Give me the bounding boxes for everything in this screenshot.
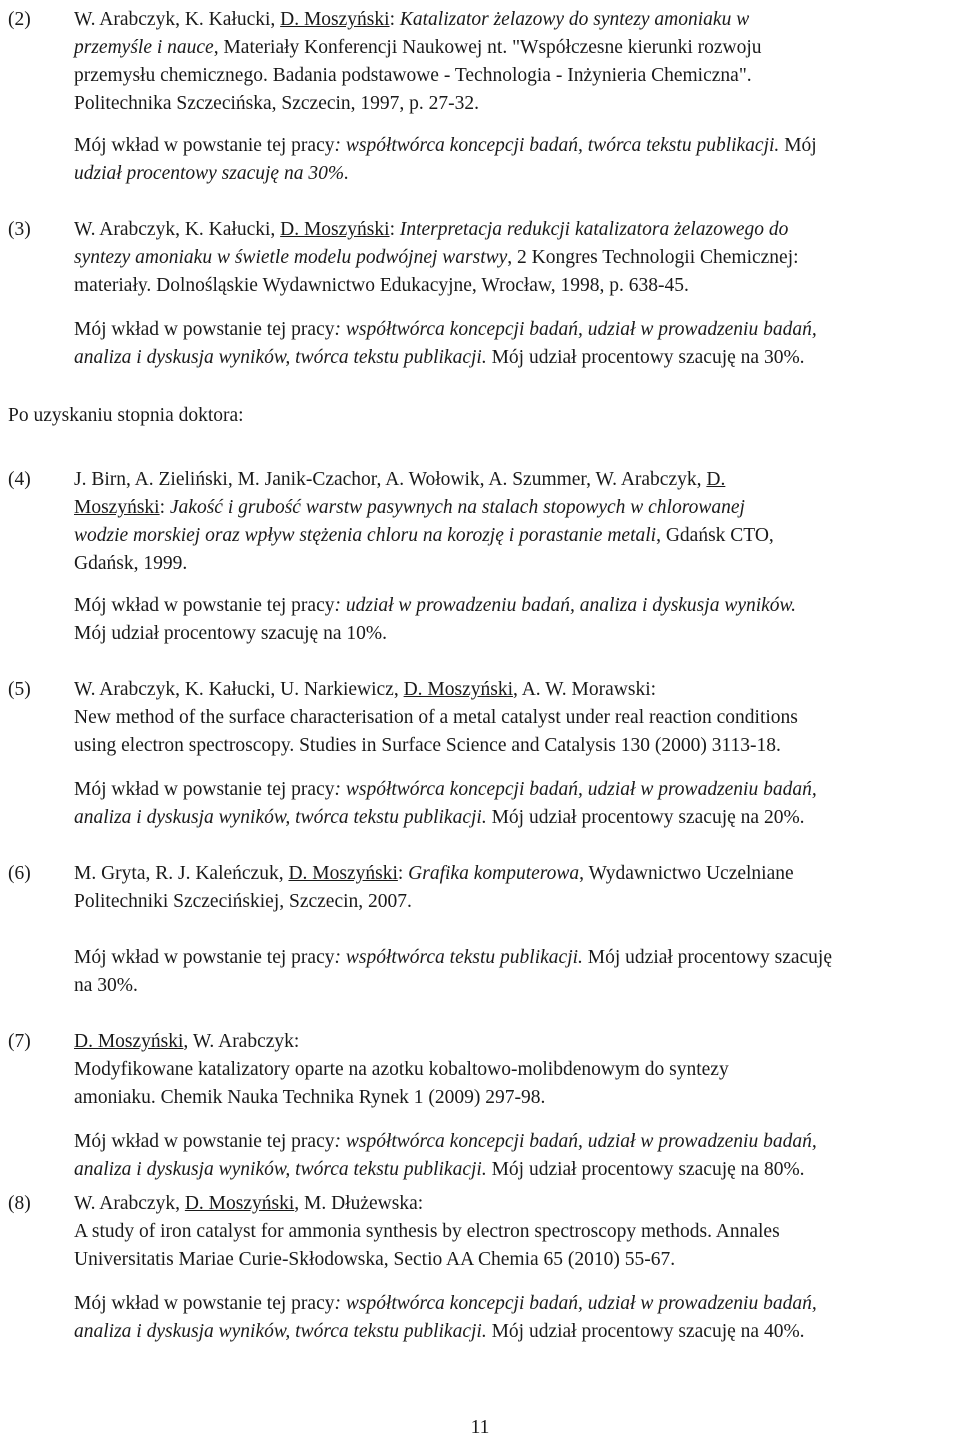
entry-number: (7)	[8, 1031, 31, 1052]
contribution-statement	[74, 776, 954, 832]
italic-text: : udział w prowadzeniu badań, analiza i dyskusja wyników.	[334, 595, 796, 616]
text-segment: Politechnika Szczecińska, Szczecin, 1997, p. 27-32.	[74, 93, 480, 114]
text-segment: W. Arabczyk, K. Kałucki,	[74, 219, 281, 240]
text-segment: W. Arabczyk, K. Kałucki, U. Narkiewicz,	[74, 679, 404, 700]
text-line	[74, 160, 954, 188]
author-highlight: D. Moszyński	[403, 679, 514, 700]
italic-text: udział procentowy szacuję na 30%.	[74, 163, 349, 184]
text-segment: Mój udział procentowy szacuję na 30%.	[486, 347, 805, 368]
author-highlight: Moszyński	[74, 497, 160, 518]
italic-text: : współtwórca koncepcji badań, udział w prowadzeniu badań,	[334, 779, 817, 800]
text-line	[74, 466, 954, 494]
text-segment: , Gdańsk CTO,	[656, 525, 774, 546]
italic-text: : współtwórca koncepcji badań, twórca tekstu publikacji.	[334, 135, 780, 156]
italic-text: analiza i dyskusja wyników, twórca tekstu publikacji.	[74, 1159, 487, 1180]
italic-text: Katalizator żelazowy do syntezy amoniaku w	[399, 9, 750, 30]
text-line	[74, 944, 954, 972]
text-line	[74, 316, 954, 344]
text-line	[74, 1056, 954, 1084]
text-line	[74, 90, 954, 118]
text-segment: :	[389, 219, 400, 240]
author-highlight: D. Moszyński	[280, 9, 390, 30]
italic-text: Grafika komputerowa	[408, 863, 580, 884]
entry-number: (2)	[8, 9, 31, 30]
text-segment: J. Birn, A. Zieliński, M. Janik-Czachor, A. Wołowik, A. Szummer, W. Arabczyk,	[74, 469, 707, 490]
italic-text: wodzie morskiej oraz wpływ stężenia chloru na korozję i porastanie metali	[74, 525, 657, 546]
text-line	[74, 1156, 954, 1184]
text-segment: Mój udział procentowy szacuję na 10%.	[74, 623, 387, 644]
text-line	[74, 6, 954, 34]
text-segment: amoniaku. Chemik Nauka Technika Rynek 1 (2009) 297-98.	[74, 1087, 546, 1108]
contribution-statement	[74, 1290, 954, 1346]
page-number: 11	[470, 1417, 490, 1438]
italic-text: analiza i dyskusja wyników, twórca tekstu publikacji.	[74, 347, 487, 368]
contribution-statement	[74, 592, 954, 648]
citation	[74, 466, 954, 578]
text-line	[74, 1028, 954, 1056]
text-segment: , 2 Kongres Technologii Chemicznej:	[507, 247, 799, 268]
text-segment: , W. Arabczyk:	[183, 1031, 300, 1052]
text-line	[74, 62, 954, 90]
text-segment: :	[397, 863, 409, 884]
italic-text: : współtwórca tekstu publikacji.	[334, 947, 583, 968]
italic-text: : współtwórca koncepcji badań, udział w prowadzeniu badań,	[334, 319, 817, 340]
text-segment: Mój wkład w powstanie tej pracy	[74, 947, 335, 968]
text-line	[74, 216, 954, 244]
citation	[74, 216, 954, 300]
text-segment: Mój wkład w powstanie tej pracy	[74, 319, 335, 340]
text-line	[74, 732, 954, 760]
text-segment: Mój wkład w powstanie tej pracy	[74, 595, 335, 616]
text-line	[74, 1318, 954, 1346]
text-segment: Mój udział procentowy szacuję	[582, 947, 832, 968]
text-segment: Mój	[779, 135, 817, 156]
text-line	[74, 972, 954, 1000]
text-segment: , Wydawnictwo Uczelniane	[579, 863, 794, 884]
entry-number: (3)	[8, 219, 31, 240]
text-line	[74, 494, 954, 522]
text-segment: A study of iron catalyst for ammonia synthesis by electron spectroscopy methods. Annales	[74, 1221, 780, 1242]
citation	[74, 6, 954, 118]
text-line	[74, 804, 954, 832]
italic-text: analiza i dyskusja wyników, twórca tekstu publikacji.	[74, 1321, 487, 1342]
text-segment: Modyfikowane katalizatory oparte na azotku kobaltowo-molibdenowym do syntezy	[74, 1059, 729, 1080]
author-highlight: D. Moszyński	[184, 1193, 295, 1214]
text-line	[74, 1190, 954, 1218]
text-line	[74, 1128, 954, 1156]
author-highlight: D.	[706, 469, 726, 490]
author-highlight: D. Moszyński	[74, 1031, 184, 1052]
author-highlight: D. Moszyński	[280, 219, 390, 240]
entry-number: (4)	[8, 469, 31, 490]
italic-text: syntezy amoniaku w świetle modelu podwójnej warstwy	[74, 247, 508, 268]
text-line	[74, 244, 954, 272]
italic-text: Jakość i grubość warstw pasywnych na stalach stopowych w chlorowanej	[169, 497, 745, 518]
text-line	[74, 676, 954, 704]
text-segment: na 30%.	[74, 975, 138, 996]
text-line	[74, 272, 954, 300]
text-segment: Mój udział procentowy szacuję na 80%.	[486, 1159, 805, 1180]
text-line	[74, 1218, 954, 1246]
text-line	[74, 776, 954, 804]
citation	[74, 1190, 954, 1274]
italic-text: : współtwórca koncepcji badań, udział w prowadzeniu badań,	[334, 1131, 817, 1152]
text-segment: W. Arabczyk, K. Kałucki,	[74, 9, 281, 30]
text-segment: Mój udział procentowy szacuję na 20%.	[486, 807, 805, 828]
text-line	[74, 132, 954, 160]
contribution-statement	[74, 944, 954, 1000]
contribution-statement	[74, 1128, 954, 1184]
text-line	[74, 1084, 954, 1112]
text-segment: :	[389, 9, 400, 30]
text-segment: M. Gryta, R. J. Kaleńczuk,	[74, 863, 289, 884]
author-highlight: D. Moszyński	[288, 863, 398, 884]
text-line	[74, 888, 954, 916]
text-segment: Mój wkład w powstanie tej pracy	[74, 135, 335, 156]
text-line	[74, 704, 954, 732]
text-line	[74, 1246, 954, 1274]
italic-text: : współtwórca koncepcji badań, udział w prowadzeniu badań,	[334, 1293, 817, 1314]
text-segment: Universitatis Mariae Curie-Skłodowska, Sectio AA Chemia 65 (2010) 55-67.	[74, 1249, 676, 1270]
italic-text: przemyśle i nauce	[74, 37, 214, 58]
text-segment: , M. Dłużewska:	[294, 1193, 424, 1214]
contribution-statement	[74, 132, 954, 188]
text-segment: :	[159, 497, 170, 518]
text-line	[74, 550, 954, 578]
text-line	[74, 620, 954, 648]
citation	[74, 676, 954, 760]
section-heading: Po uzyskaniu stopnia doktora:	[8, 405, 244, 426]
text-segment: Mój udział procentowy szacuję na 40%.	[486, 1321, 805, 1342]
entry-number: (8)	[8, 1193, 31, 1214]
citation	[74, 1028, 954, 1112]
italic-text: analiza i dyskusja wyników, twórca tekstu publikacji.	[74, 807, 487, 828]
text-segment: New method of the surface characterisation of a metal catalyst under real reaction conditions	[74, 707, 798, 728]
text-segment: Mój wkład w powstanie tej pracy	[74, 1293, 335, 1314]
entry-number: (6)	[8, 863, 31, 884]
text-segment: , A. W. Morawski:	[513, 679, 657, 700]
text-segment: Mój wkład w powstanie tej pracy	[74, 779, 335, 800]
text-segment: using electron spectroscopy. Studies in Surface Science and Catalysis 130 (2000) 3113-18.	[74, 735, 781, 756]
text-line	[74, 592, 954, 620]
text-line	[74, 522, 954, 550]
text-line	[74, 34, 954, 62]
text-segment: Gdańsk, 1999.	[74, 553, 188, 574]
text-segment: materiały. Dolnośląskie Wydawnictwo Edukacyjne, Wrocław, 1998, p. 638-45.	[74, 275, 689, 296]
text-segment: , Materiały Konferencji Naukowej nt. "Współczesne kierunki rozwoju	[213, 37, 762, 58]
text-segment: Mój wkład w powstanie tej pracy	[74, 1131, 335, 1152]
contribution-statement	[74, 316, 954, 372]
entry-number: (5)	[8, 679, 31, 700]
text-line	[74, 860, 954, 888]
text-segment: przemysłu chemicznego. Badania podstawowe - Technologia - Inżynieria Chemiczna".	[74, 65, 752, 86]
text-line	[74, 344, 954, 372]
text-segment: Politechniki Szczecińskiej, Szczecin, 2007.	[74, 891, 412, 912]
citation	[74, 860, 954, 916]
italic-text: Interpretacja redukcji katalizatora żelazowego do	[399, 219, 789, 240]
text-line	[74, 1290, 954, 1318]
text-segment: W. Arabczyk,	[74, 1193, 185, 1214]
